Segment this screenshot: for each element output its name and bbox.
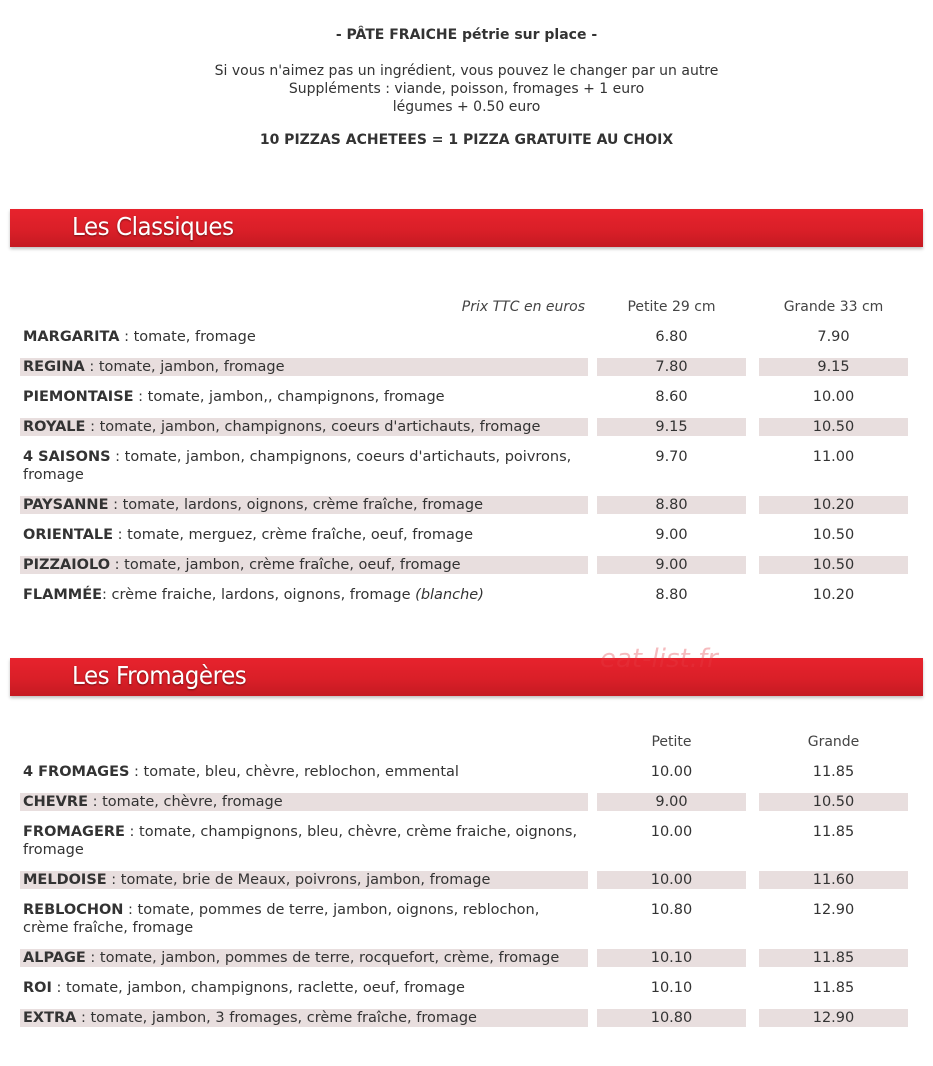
pizza-name: ALPAGE <box>23 950 86 966</box>
intro-line-substitute: Si vous n'aimez pas un ingrédient, vous pouvez le changer par un autre <box>214 63 719 79</box>
pizza-ingredients: : tomate, lardons, oignons, crème fraîche, fromage <box>108 497 483 513</box>
menu-row <box>20 586 910 604</box>
pizza-ingredients: : tomate, jambon, champignons, coeurs d'artichauts, fromage <box>85 419 541 435</box>
section-banner-fromageres <box>10 658 923 696</box>
pizza-name: ROYALE <box>23 419 86 435</box>
pizza-name: 4 FROMAGES <box>23 764 130 780</box>
menu-row <box>20 358 910 376</box>
pizza-ingredients: : tomate, chèvre, fromage <box>87 794 283 810</box>
menu-row <box>20 496 910 514</box>
pizza-name: MELDOISE <box>23 872 107 888</box>
pizza-ingredients: : tomate, fromage <box>119 329 256 345</box>
pizza-description <box>20 901 588 937</box>
pizza-name: ROI <box>23 980 52 996</box>
pizza-name: FLAMMÉE <box>23 587 103 603</box>
pizza-name: PIEMONTAISE <box>23 389 134 405</box>
pizza-ingredients: : tomate, jambon, champignons, raclette, oeuf, fromage <box>51 980 465 996</box>
pizza-name: EXTRA <box>23 1010 77 1026</box>
price-petite: 10.00 <box>650 764 693 780</box>
intro-text <box>0 62 933 116</box>
price-grande: 11.00 <box>812 449 855 465</box>
menu-row <box>20 763 910 781</box>
menu-row <box>20 871 910 889</box>
column-header-petite: Petite 29 cm <box>627 299 716 315</box>
menu-row <box>20 526 910 544</box>
price-grande: 10.50 <box>812 527 855 543</box>
price-grande: 11.85 <box>812 980 855 996</box>
pizza-description <box>20 328 588 346</box>
pizza-ingredients: : tomate, jambon, champignons, coeurs d'artichauts, poivrons, fromage <box>23 449 572 483</box>
pizza-description <box>20 871 588 889</box>
menu-row <box>20 901 910 937</box>
section-title-fromageres: Les Fromagères <box>72 661 247 690</box>
pizza-description <box>20 823 588 859</box>
section-title-classiques: Les Classiques <box>72 212 234 241</box>
price-petite: 10.80 <box>597 1009 746 1027</box>
pizza-description <box>20 763 588 781</box>
pizza-name: 4 SAISONS <box>23 449 111 465</box>
price-petite: 9.00 <box>655 527 688 543</box>
pizza-note: (blanche) <box>415 587 484 603</box>
pizza-name: ORIENTALE <box>23 527 114 543</box>
menu-row <box>20 418 910 436</box>
price-grande: 12.90 <box>759 1009 908 1027</box>
price-grande: 10.50 <box>759 793 908 811</box>
price-petite: 10.80 <box>650 902 693 918</box>
pizza-ingredients: : tomate, brie de Meaux, poivrons, jambon, fromage <box>106 872 491 888</box>
pizza-ingredients: : tomate, jambon, 3 fromages, crème fraîche, fromage <box>76 1010 477 1026</box>
section-banner-classiques <box>10 209 923 247</box>
menu-row <box>20 328 910 346</box>
price-petite: 10.00 <box>650 824 693 840</box>
pizza-name: MARGARITA <box>23 329 120 345</box>
column-header-grande-2: Grande <box>807 734 860 750</box>
price-grande: 11.85 <box>812 764 855 780</box>
intro-block <box>0 26 933 44</box>
price-grande: 10.50 <box>759 556 908 574</box>
pizza-description <box>20 979 588 997</box>
pizza-description <box>20 793 588 811</box>
promo-block <box>0 131 933 149</box>
price-petite: 10.10 <box>597 949 746 967</box>
pizza-description <box>20 448 588 484</box>
menu-row <box>20 793 910 811</box>
pizza-name: FROMAGERE <box>23 824 125 840</box>
pizza-description <box>20 388 588 406</box>
pizza-description <box>20 949 588 967</box>
price-grande: 7.90 <box>817 329 850 345</box>
price-grande: 10.20 <box>812 587 855 603</box>
price-petite: 7.80 <box>597 358 746 376</box>
price-grande: 10.20 <box>759 496 908 514</box>
price-grande: 11.60 <box>759 871 908 889</box>
price-grande: 12.90 <box>812 902 855 918</box>
watermark: eat-list.fr <box>600 644 718 674</box>
pizza-name: REGINA <box>23 359 85 375</box>
menu-row <box>20 1009 910 1027</box>
pizza-ingredients: : tomate, jambon,, champignons, fromage <box>133 389 445 405</box>
price-note: Prix TTC en euros <box>461 299 585 315</box>
pizza-description <box>20 1009 588 1027</box>
intro-line-supplements: Suppléments : viande, poisson, fromages + 1 euro <box>288 81 645 97</box>
menu-row <box>20 823 910 859</box>
promo-text: 10 PIZZAS ACHETEES = 1 PIZZA GRATUITE AU CHOIX <box>259 132 674 148</box>
price-petite: 6.80 <box>655 329 688 345</box>
menu-row <box>20 388 910 406</box>
pizza-name: REBLOCHON <box>23 902 124 918</box>
pizza-description <box>20 418 588 436</box>
pizza-ingredients: : tomate, champignons, bleu, chèvre, crème fraiche, oignons, fromage <box>23 824 578 858</box>
pizza-ingredients: : tomate, bleu, chèvre, reblochon, emmental <box>129 764 459 780</box>
intro-line-vegetables: légumes + 0.50 euro <box>392 99 541 115</box>
price-petite: 8.80 <box>655 587 688 603</box>
pizza-ingredients: : tomate, jambon, crème fraîche, oeuf, fromage <box>110 557 461 573</box>
menu-row <box>20 448 910 484</box>
column-header-grande: Grande 33 cm <box>783 299 884 315</box>
price-grande: 9.15 <box>759 358 908 376</box>
price-petite: 9.00 <box>597 793 746 811</box>
price-petite: 10.00 <box>597 871 746 889</box>
pizza-ingredients: : tomate, jambon, fromage <box>84 359 285 375</box>
fresh-dough-heading: - PÂTE FRAICHE pétrie sur place - <box>335 27 598 43</box>
price-grande: 11.85 <box>812 824 855 840</box>
price-grande: 11.85 <box>759 949 908 967</box>
pizza-description <box>20 526 588 544</box>
pizza-description <box>20 556 588 574</box>
price-petite: 10.10 <box>650 980 693 996</box>
column-header-petite-2: Petite <box>651 734 692 750</box>
pizza-description <box>20 586 588 604</box>
pizza-name: PAYSANNE <box>23 497 109 513</box>
price-petite: 8.60 <box>655 389 688 405</box>
pizza-ingredients: : tomate, pommes de terre, jambon, oignons, reblochon, crème fraîche, fromage <box>23 902 540 936</box>
price-petite: 9.00 <box>597 556 746 574</box>
menu-row <box>20 979 910 997</box>
pizza-ingredients: : crème fraiche, lardons, oignons, fromage <box>102 587 416 603</box>
pizza-ingredients: : tomate, jambon, pommes de terre, rocquefort, crème, fromage <box>85 950 560 966</box>
price-petite: 9.70 <box>655 449 688 465</box>
price-grande: 10.00 <box>812 389 855 405</box>
pizza-ingredients: : tomate, merguez, crème fraîche, oeuf, fromage <box>113 527 473 543</box>
pizza-description <box>20 496 588 514</box>
menu-row <box>20 556 910 574</box>
price-petite: 8.80 <box>597 496 746 514</box>
price-grande: 10.50 <box>759 418 908 436</box>
pizza-name: CHEVRE <box>23 794 88 810</box>
price-petite: 9.15 <box>597 418 746 436</box>
pizza-name: PIZZAIOLO <box>23 557 111 573</box>
menu-row <box>20 949 910 967</box>
pizza-description <box>20 358 588 376</box>
